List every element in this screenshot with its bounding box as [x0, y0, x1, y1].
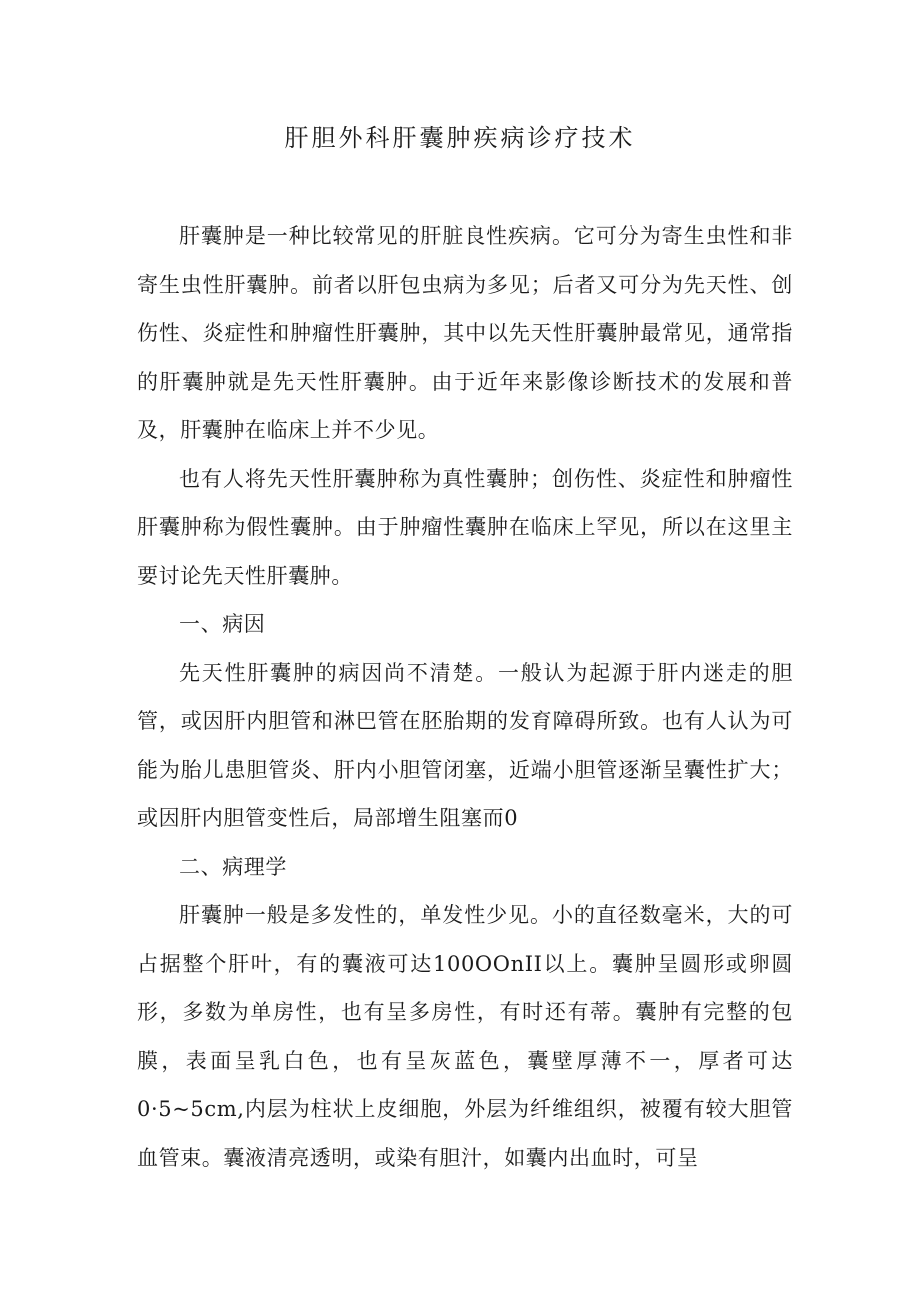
section-heading-pathology: 二、病理学: [179, 854, 287, 879]
section-heading-etiology: 一、病因: [179, 612, 266, 636]
etiology-paragraph: 先天性肝囊肿的病因尚不清楚。一般认为起源于肝内迷走的胆管，或因肝内胆管和淋巴管在胚胎期的发育障碍所致。也有人认为可能为胎儿患胆管炎、肝内小胆管闭塞，近端小胆管逐渐呈囊性扩大；或因肝内胆管变性后，局部增生阻塞而0: [137, 660, 793, 830]
document-title: 肝胆外科肝囊肿疾病诊疗技术: [284, 124, 636, 152]
document-body: [137, 212, 793, 1182]
intro-paragraph-2: 也有人将先天性肝囊肿称为真性囊肿；创伤性、炎症性和肿瘤性肝囊肿称为假性囊肿。由于肿瘤性囊肿在临床上罕见，所以在这里主要讨论先天性肝囊肿。: [137, 466, 793, 588]
intro-paragraph-1: 肝囊肿是一种比较常见的肝脏良性疾病。它可分为寄生虫性和非寄生虫性肝囊肿。前者以肝包虫病为多见；后者又可分为先天性、创伤性、炎症性和肿瘤性肝囊肿，其中以先天性肝囊肿最常见，通常指的肝囊肿就是先天性肝囊肿。由于近年来影像诊断技术的发展和普及，肝囊肿在临床上并不少见。: [137, 224, 793, 442]
pathology-paragraph: 肝囊肿一般是多发性的，单发性少见。小的直径数毫米，大的可占据整个肝叶，有的囊液可达100OOnII以上。囊肿呈圆形或卵圆形，多数为单房性，也有呈多房性，有时还有蒂。囊肿有完整的包膜，表面呈乳白色，也有呈灰蓝色，囊壁厚薄不一，厚者可达0·5~5cm,内层为柱状上皮细胞，外层为纤维组织，被覆有较大胆管血管束。囊液清亮透明，或染有胆汁，如囊内出血时，可呈: [137, 903, 793, 1170]
